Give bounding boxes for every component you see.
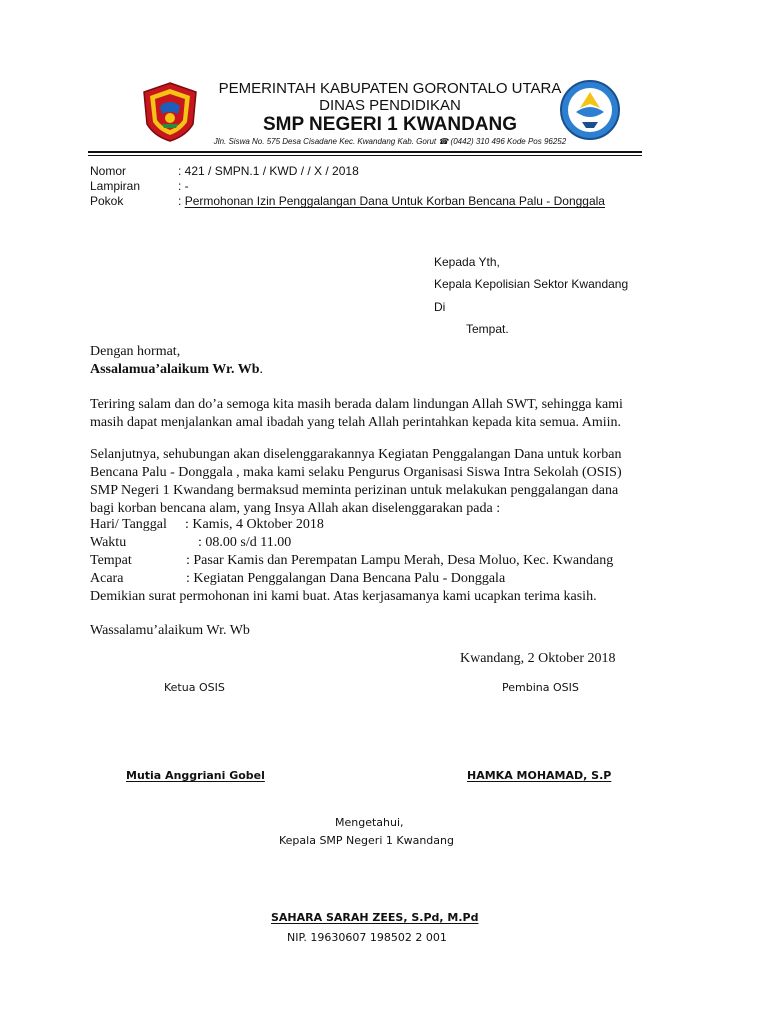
paragraph-2-line-3: SMP Negeri 1 Kwandang bermaksud meminta perizinan untuk melakukan penggalangan dana	[90, 483, 619, 498]
department-name: DINAS PENDIDIKAN	[319, 97, 461, 114]
detail-label: Waktu	[90, 535, 127, 550]
approval-title: Kepala SMP Negeri 1 Kwandang	[279, 834, 454, 847]
salutation: Dengan hormat,	[90, 344, 181, 359]
recipient-line2: Kepala Kepolisian Sektor Kwandang	[434, 277, 629, 291]
detail-label: Hari/ Tanggal	[90, 517, 167, 532]
paragraph-2-line-2: Bencana Palu - Donggala , maka kami selaku Pengurus Organisasi Siswa Intra Sekolah (OSIS)	[90, 465, 622, 480]
government-name: PEMERINTAH KABUPATEN GORONTALO UTARA	[218, 80, 562, 97]
paragraph-1-line-2: masih dapat menjalankan amal ibadah yang telah Allah perintahkan kepada kita semua. Amiin.	[90, 415, 622, 430]
left-signer-name	[126, 769, 265, 782]
pokok-label: Pokok	[90, 194, 124, 208]
detail-value: : Pasar Kamis dan Perempatan Lampu Merah, Desa Moluo, Kec. Kwandang	[186, 553, 614, 568]
greeting-text: Assalamua’alaikum Wr. Wb	[90, 362, 260, 377]
detail-row	[90, 571, 505, 587]
detail-value: : Kamis, 4 Oktober 2018	[185, 517, 324, 532]
meta-pokok	[90, 194, 605, 208]
left-signer-name-text: Mutia Anggriani Gobel	[126, 769, 265, 782]
school-address: Jln. Siswa No. 575 Desa Cisadane Kec. Kwandang Kab. Gorut ☎ (0442) 310 496 Kode Pos 96252	[213, 137, 567, 146]
right-signer-title: Pembina OSIS	[502, 681, 579, 694]
paragraph-2-line-4: bagi korban bencana alam, yang Insya Allah akan diselenggarakan pada :	[90, 501, 501, 516]
greeting	[90, 361, 670, 379]
detail-row	[90, 553, 613, 569]
school-name: SMP NEGERI 1 KWANDANG	[262, 114, 518, 135]
recipient-line4: Tempat.	[466, 322, 509, 336]
right-signer-name	[467, 769, 611, 782]
detail-value: : Kegiatan Penggalangan Dana Bencana Palu - Donggala	[186, 571, 506, 586]
recipient-line3: Di	[434, 300, 446, 314]
paragraph-1-line-1: Teriring salam dan do’a semoga kita masih berada dalam lindungan Allah SWT, sehingga kami	[90, 397, 623, 412]
pokok-colon: :	[178, 194, 182, 208]
nomor-value: : 421 / SMPN.1 / KWD / / X / 2018	[178, 164, 359, 178]
principal-nip: NIP. 19630607 198502 2 001	[287, 931, 447, 944]
meta-lampiran	[90, 179, 189, 193]
principal-name	[271, 911, 478, 924]
place-date: Kwandang, 2 Oktober 2018	[460, 651, 616, 666]
detail-value: : 08.00 s/d 11.00	[198, 535, 292, 550]
principal-name-text: SAHARA SARAH ZEES, S.Pd, M.Pd	[271, 911, 479, 924]
lampiran-label: Lampiran	[90, 179, 141, 193]
greeting-dot: .	[259, 362, 263, 377]
recipient-line1: Kepada Yth,	[434, 255, 500, 269]
letterhead-divider-thin	[88, 155, 642, 156]
left-signer-title: Ketua OSIS	[164, 681, 225, 694]
letterhead-divider	[88, 151, 642, 153]
nomor-label: Nomor	[90, 164, 127, 178]
detail-label: Acara	[90, 571, 124, 586]
pokok-value: Permohonan Izin Penggalangan Dana Untuk Korban Bencana Palu - Donggala	[184, 194, 605, 208]
detail-row	[90, 535, 291, 551]
meta-nomor	[90, 164, 359, 178]
paragraph-2-line-1: Selanjutnya, sehubungan akan diselenggarakannya Kegiatan Penggalangan Dana untuk korban	[90, 447, 622, 462]
farewell: Wassalamu’alaikum Wr. Wb	[90, 623, 250, 638]
approval-label: Mengetahui,	[335, 816, 404, 829]
detail-row	[90, 517, 324, 533]
lampiran-value: : -	[178, 179, 189, 193]
right-signer-name-text: HAMKA MOHAMAD, S.P	[467, 769, 612, 782]
detail-label: Tempat	[90, 553, 132, 568]
closing-sentence: Demikian surat permohonan ini kami buat. Atas kerjasamanya kami ucapkan terima kasih.	[90, 589, 597, 604]
